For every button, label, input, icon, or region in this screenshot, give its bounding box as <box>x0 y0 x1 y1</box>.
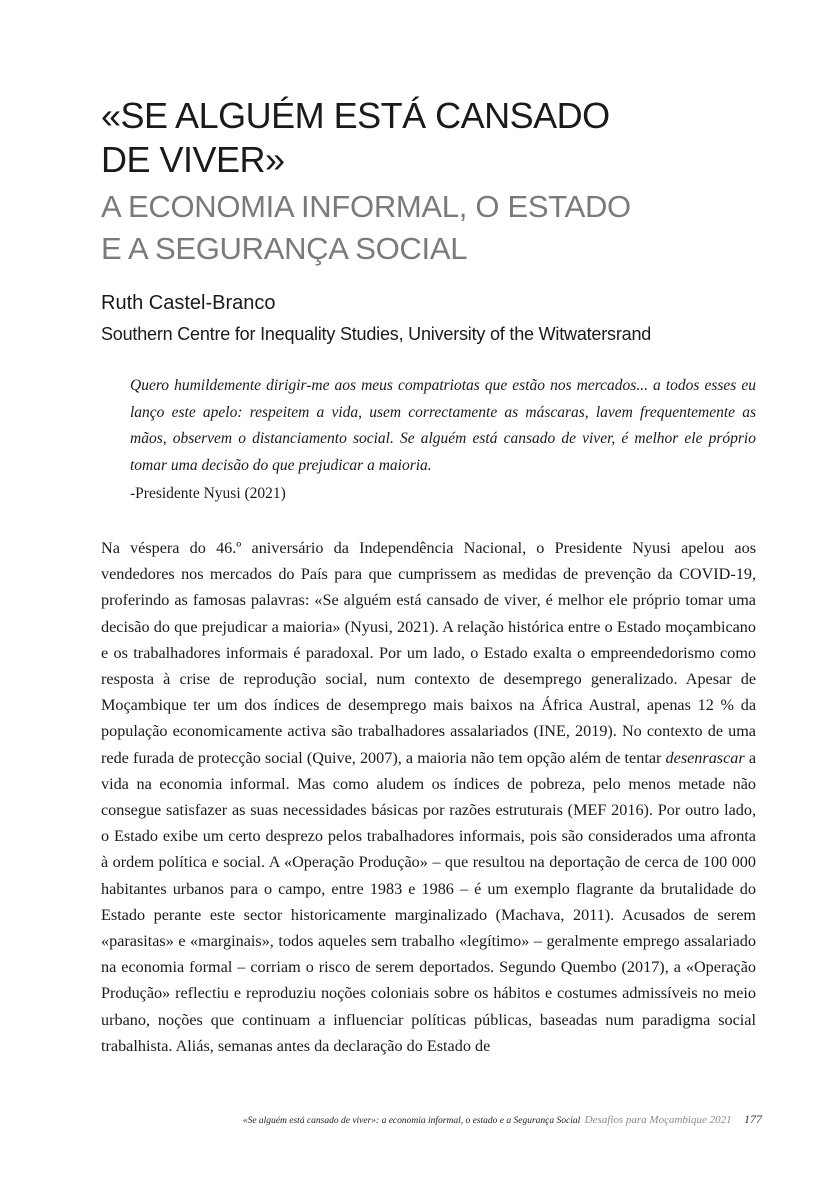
title-line-1: «SE ALGUÉM ESTÁ CANSADO <box>101 95 610 136</box>
body-text-part-2: a vida na economia informal. Mas como aludem os índices de pobreza, pelo menos metade não consegue satisfazer as suas necessidades básicas por razões estruturais (MEF 2016). Por outro lado, o Estado exibe um certo desprezo pelos trabalhadores informais, pois são considerados uma afronta à ordem política e social. A «Operação Produção» – que resultou na deportação de cerca de 100 000 habitantes urbanos para o campo, entre 1983 e 1986 – é um exemplo flagrante da brutalidade do Estado perante este sector historicamente marginalizado (Machava, 2011). Acusados de serem «parasitas» e «marginais», todos aqueles sem trabalho «legítimo» – geralmente emprego assalariado na economia formal – corriam o risco de serem deportados. Segundo Quembo (2017), a «Operação Produção» reflectiu e reproduziu noções coloniais sobre os hábitos e costumes admissíveis no meio urbano, noções que continuam a influenciar políticas públicas, baseadas num paradigma social trabalhista. Aliás, semanas antes da declaração do Estado de <box>101 748 757 1055</box>
body-emphasis: desenrascar <box>665 748 745 767</box>
title-line-2: DE VIVER» <box>101 139 285 180</box>
body-text-part-1: Na véspera do 46.º aniversário da Independência Nacional, o Presidente Nyusi apelou aos vendedores nos mercados do País para que cumprissem as medidas de prevenção da COVID-19, proferindo as famosas palavras: «Se alguém está cansado de viver, é melhor ele próprio tomar uma decisão do que prejudicar a maioria» (Nyusi, 2021). A relação histórica entre o Estado moçambicano e os trabalhadores informais é paradoxal. Por um lado, o Estado exalta o empreendedorismo como resposta à crise de reprodução social, num contexto de desemprego generalizado. Apesar de Moçambique ter um dos índices de desemprego mais baixos na África Austral, apenas 12 % da população economicamente activa são trabalhadores assalariados (INE, 2019). No contexto de uma rede furada de protecção social (Quive, 2007), a maioria não tem opção além de tentar <box>101 539 756 767</box>
chapter-title <box>101 94 741 182</box>
publication-name: Desafios para Moçambique 2021 <box>584 1114 732 1126</box>
body-paragraph <box>101 535 756 1059</box>
subtitle-line-2: E A SEGURANÇA SOCIAL <box>101 231 468 266</box>
author-affiliation: Southern Centre for Inequality Studies, University of the Witwatersrand <box>101 324 652 344</box>
epigraph-source: -Presidente Nyusi (2021) <box>130 485 286 502</box>
subtitle-line-1: A ECONOMIA INFORMAL, O ESTADO <box>101 189 631 224</box>
author-name: Ruth Castel-Branco <box>101 292 276 314</box>
page-number: 177 <box>744 1112 762 1126</box>
epigraph-quote: Quero humildemente dirigir-me aos meus compatriotas que estão nos mercados... a todos esses eu lanço este apelo: respeitem a vida, usem correctamente as máscaras, lavem frequentemente as mãos, observem o distanciamento social. Se alguém está cansado de viver, é melhor ele próprio tomar uma decisão do que prejudicar a maioria. <box>130 377 756 474</box>
page-footer <box>243 1111 762 1129</box>
running-title: «Se alguém está cansado de viver»: a economia informal, o estado e a Segurança Social <box>242 1116 581 1126</box>
chapter-subtitle <box>101 186 741 270</box>
